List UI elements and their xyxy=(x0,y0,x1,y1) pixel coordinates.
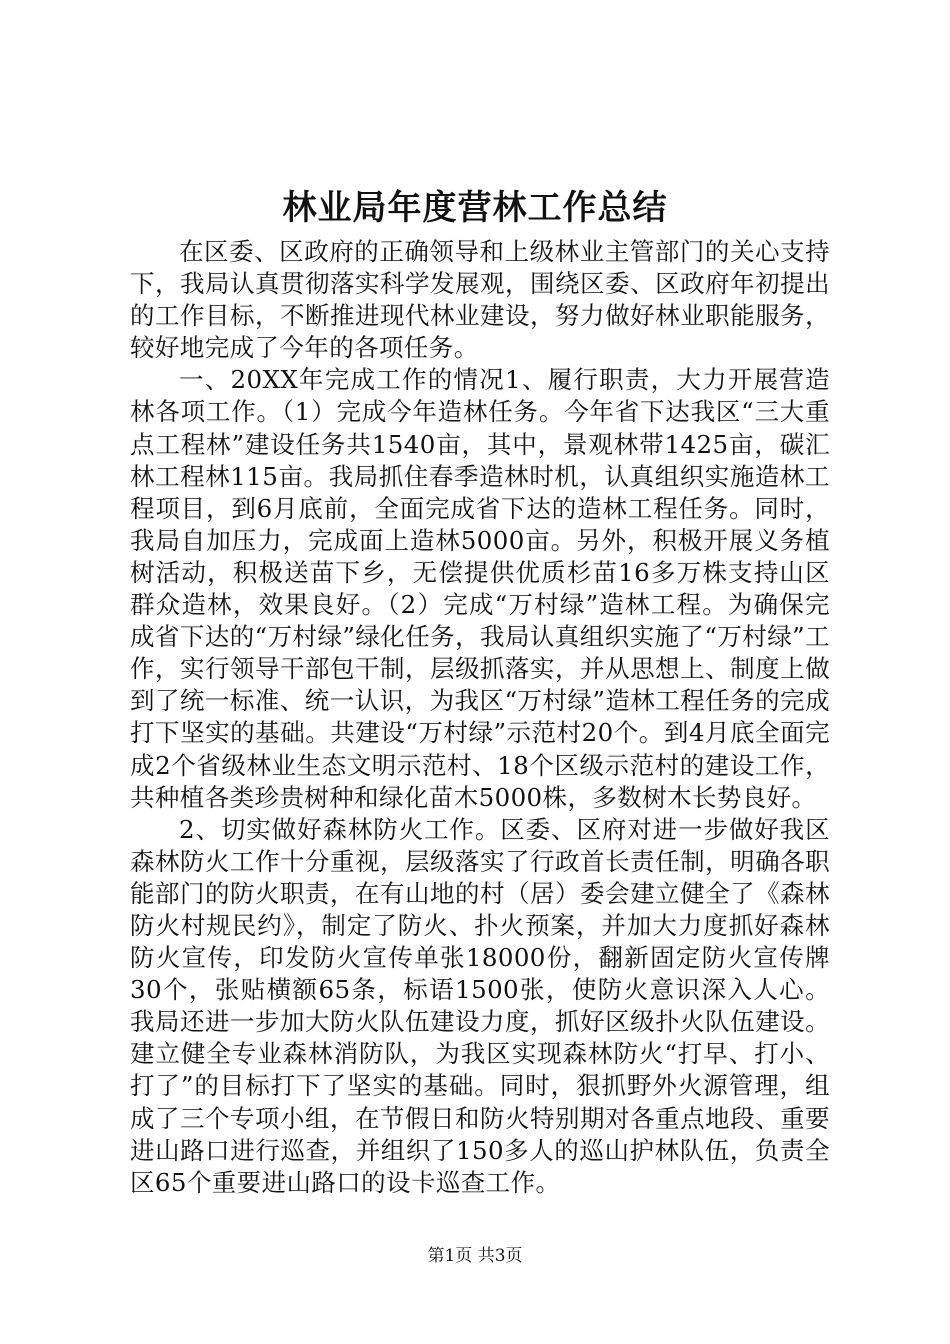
document-title: 林业局年度营林工作总结 xyxy=(282,188,668,228)
fire-prevention-paragraph: 2、切实做好森林防火工作。区委、区府对进一步做好我区森林防火工作十分重视，层级落实了行政首长责任制，明确各职能部门的防火职责，在有山地的村（居）委会建立健全了《森林防火村规民约》，制定了防火、扑火预案，并加大力度抓好森林防火宣传，印发防火宣传单张18000份，翻新固定防火宣传牌30个，张贴横额65条，标语1500张，使防火意识深入人心。我局还进一步加大防火队伍建设力度，抓好区级扑火队伍建设。建立健全专业森林消防队，为我区实现森林防火“打早、打小、打了”的目标打下了坚实的基础。同时，狠抓野外火源管理，组成了三个专项小组，在节假日和防火特别期对各重点地段、重要进山路口进行巡查，并组织了150多人的巡山护林队伍，负责全区65个重要进山路口的设卡巡查工作。 xyxy=(130,814,830,1197)
intro-paragraph: 在区委、区政府的正确领导和上级林业主管部门的关心支持下，我局认真贯彻落实科学发展观，围绕区委、区政府年初提出的工作目标，不断推进现代林业建设，努力做好林业职能服务，较好地完成了今年的各项任务。 xyxy=(130,237,830,363)
section-one-paragraph: 一、20XX年完成工作的情况1、履行职责，大力开展营造林各项工作。（1）完成今年造林任务。今年省下达我区“三大重点工程林”建设任务共1540亩，其中，景观林带1425亩，碳汇林工程林115亩。我局抓住春季造林时机，认真组织实施造林工程项目，到6月底前，全面完成省下达的造林工程任务。同时，我局自加压力，完成面上造林5000亩。另外，积极开展义务植树活动，积极送苗下乡，无偿提供优质杉苗16多万株支持山区群众造林，效果良好。（2）完成“万村绿”造林工程。为确保完成省下达的“万村绿”绿化任务，我局认真组织实施了“万村绿”工作，实行领导干部包干制，层级抓落实，并从思想上、制度上做到了统一标准、统一认识，为我区“万村绿”造林工程任务的完成打下坚实的基础。共建设“万村绿”示范村20个。到4月底全面完成2个省级林业生态文明示范村、18个区级示范村的建设工作，共种植各类珍贵树种和绿化苗木5000株，多数树木长势良好。 xyxy=(130,365,830,812)
document-body xyxy=(130,236,830,1199)
page-number-footer: 第1页 共3页 xyxy=(427,1246,523,1266)
